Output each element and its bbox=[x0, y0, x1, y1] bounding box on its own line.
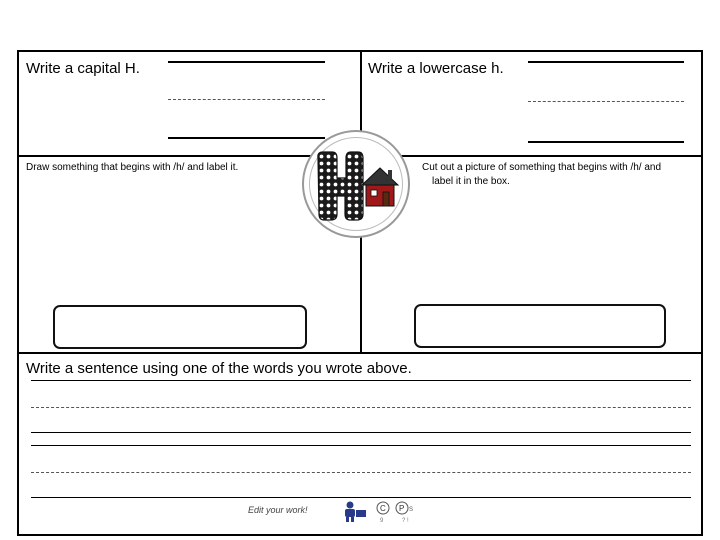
polka-dot-h-icon bbox=[304, 132, 408, 236]
capital-h-prompt: Write a capital H. bbox=[26, 60, 140, 77]
lowercase-h-top-line[interactable] bbox=[528, 61, 684, 63]
capital-h-top-line[interactable] bbox=[168, 61, 325, 63]
sentence-line-1-top[interactable] bbox=[31, 380, 691, 381]
cut-out-label-box[interactable] bbox=[414, 304, 666, 348]
cut-out-prompt-line2: label it in the box. bbox=[432, 176, 510, 187]
horizontal-divider-bottom bbox=[17, 352, 703, 354]
s-letter: S bbox=[409, 507, 414, 513]
c-letter: C bbox=[380, 504, 386, 513]
draw-label-box[interactable] bbox=[53, 305, 307, 349]
sentence-line-2-mid[interactable] bbox=[31, 472, 691, 473]
sentence-line-2-base[interactable] bbox=[31, 497, 691, 498]
lowercase-h-prompt: Write a lowercase h. bbox=[368, 60, 504, 77]
sentence-prompt: Write a sentence using one of the words you wrote above. bbox=[26, 360, 412, 377]
edit-your-work-text: Edit your work! bbox=[248, 505, 308, 515]
letter-h-emblem bbox=[302, 130, 410, 238]
lowercase-h-base-line[interactable] bbox=[528, 141, 684, 143]
sentence-line-1-base[interactable] bbox=[31, 432, 691, 433]
svg-text:9: 9 bbox=[380, 518, 384, 524]
capital-c-icon bbox=[377, 502, 389, 524]
sentence-line-2-top[interactable] bbox=[31, 445, 691, 446]
person-icon bbox=[345, 502, 366, 523]
draw-prompt: Draw something that begins with /h/ and label it. bbox=[26, 162, 239, 173]
p-letter: P bbox=[399, 504, 405, 513]
cut-out-prompt-line1: Cut out a picture of something that begins with /h/ and bbox=[422, 162, 662, 173]
house-icon bbox=[362, 168, 398, 206]
sentence-line-1-mid[interactable] bbox=[31, 407, 691, 408]
svg-text:? !: ? ! bbox=[402, 518, 409, 524]
edit-checklist-icons bbox=[342, 500, 432, 524]
capital-h-base-line[interactable] bbox=[168, 137, 325, 139]
punctuation-p-icon bbox=[396, 502, 413, 524]
capital-h-mid-line[interactable] bbox=[168, 99, 325, 100]
lowercase-h-mid-line[interactable] bbox=[528, 101, 684, 102]
